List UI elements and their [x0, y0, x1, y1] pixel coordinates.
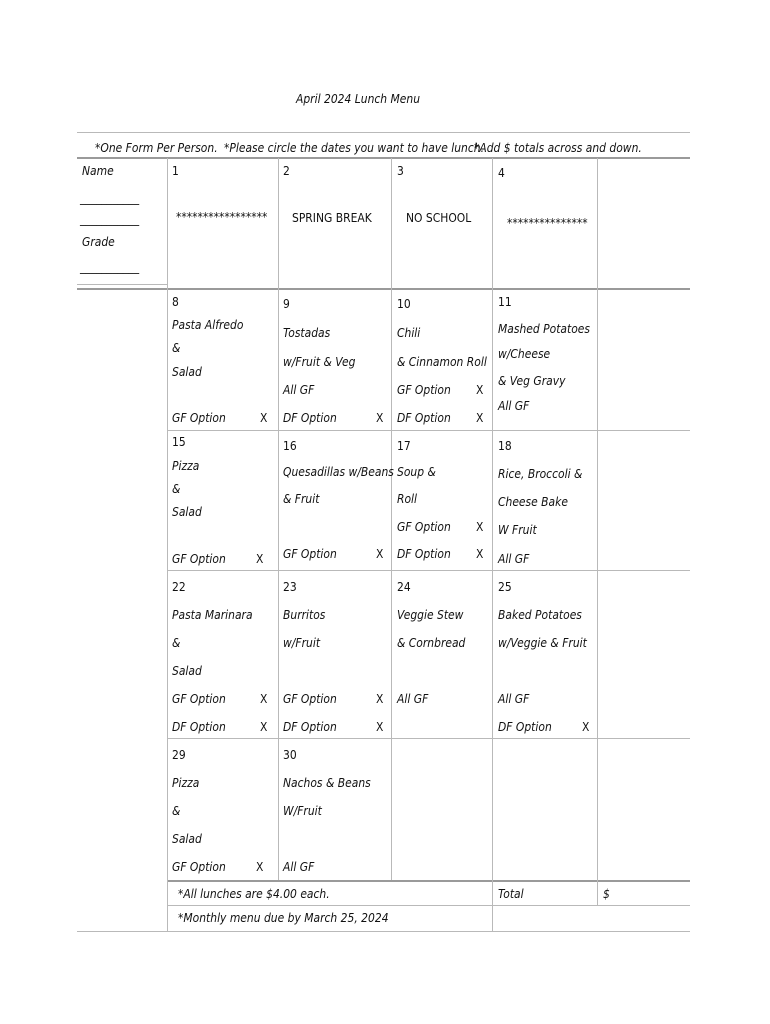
day22-df-option: DF Option: [172, 719, 226, 734]
day25-df-option: DF Option: [498, 719, 552, 734]
date-8[interactable]: 8: [172, 294, 179, 309]
day17-line-2: Roll: [397, 491, 418, 506]
day18-line-4: All GF: [498, 551, 530, 566]
day23-line-2: w/Fruit: [283, 635, 321, 650]
day8-line-2: &: [172, 340, 181, 355]
day15-line-2: &: [172, 481, 181, 496]
day25-df-mark[interactable]: X: [582, 719, 590, 734]
instruction-circle-dates: *Please circle the dates you want to have lunch.: [224, 140, 485, 155]
name-label: Name: [82, 163, 114, 178]
day24-line-1: Veggie Stew: [397, 607, 464, 622]
date-15[interactable]: 15: [172, 434, 186, 449]
date-2[interactable]: 2: [283, 163, 290, 178]
day18-line-3: W Fruit: [498, 522, 537, 537]
col-line-2: [278, 158, 279, 880]
day11-line-2: w/Cheese: [498, 346, 551, 361]
rule-week3: [167, 570, 690, 571]
day17-line-1: Soup &: [397, 464, 436, 479]
due-note: *Monthly menu due by March 25, 2024: [178, 910, 389, 925]
name-line-1[interactable]: ___________: [80, 190, 140, 205]
day1-stars: *****************: [176, 209, 268, 224]
day22-gf-option: GF Option: [172, 691, 226, 706]
day22-line-2: &: [172, 635, 181, 650]
day10-gf-option: GF Option: [397, 382, 451, 397]
rule-bottom: [77, 931, 690, 932]
day11-line-4: All GF: [498, 398, 530, 413]
day29-gf-mark[interactable]: X: [256, 859, 264, 874]
date-24[interactable]: 24: [397, 579, 411, 594]
date-16[interactable]: 16: [283, 438, 297, 453]
day9-df-mark[interactable]: X: [376, 410, 384, 425]
price-note: *All lunches are $4.00 each.: [178, 886, 330, 901]
day10-df-option: DF Option: [397, 410, 451, 425]
col-line-3: [391, 158, 392, 880]
day9-df-option: DF Option: [283, 410, 337, 425]
day17-gf-mark[interactable]: X: [476, 519, 484, 534]
date-25[interactable]: 25: [498, 579, 512, 594]
day25-line-3: All GF: [498, 691, 530, 706]
col-line-5: [597, 158, 598, 906]
total-amount-field[interactable]: $: [603, 886, 610, 901]
day18-line-1: Rice, Broccoli &: [498, 466, 583, 481]
day8-gf-mark[interactable]: X: [260, 410, 268, 425]
day9-line-3: All GF: [283, 382, 315, 397]
date-9[interactable]: 9: [283, 296, 290, 311]
day29-line-1: Pizza: [172, 775, 200, 790]
instruction-one-form: *One Form Per Person.: [95, 140, 218, 155]
day3-no-school: NO SCHOOL: [406, 210, 472, 225]
day18-line-2: Cheese Bake: [498, 494, 568, 509]
day30-line-1: Nachos & Beans: [283, 775, 371, 790]
day11-line-1: Mashed Potatoes: [498, 321, 591, 336]
rule-price: [167, 905, 690, 906]
grade-line[interactable]: ___________: [80, 259, 140, 274]
day8-line-3: Salad: [172, 364, 202, 379]
date-1[interactable]: 1: [172, 163, 179, 178]
day15-line-3: Salad: [172, 504, 202, 519]
day4-stars: ***************: [507, 215, 588, 230]
date-4[interactable]: 4: [498, 165, 505, 180]
day24-line-3: All GF: [397, 691, 429, 706]
day2-spring-break: SPRING BREAK: [292, 210, 372, 225]
day29-line-3: Salad: [172, 831, 202, 846]
day15-gf-option: GF Option: [172, 551, 226, 566]
date-22[interactable]: 22: [172, 579, 186, 594]
date-29[interactable]: 29: [172, 747, 186, 762]
grade-label: Grade: [82, 234, 115, 249]
rule-week5: [167, 880, 690, 882]
day9-line-2: w/Fruit & Veg: [283, 354, 356, 369]
day10-line-1: Chili: [397, 325, 421, 340]
date-17[interactable]: 17: [397, 438, 411, 453]
date-10[interactable]: 10: [397, 296, 411, 311]
day30-line-3: All GF: [283, 859, 315, 874]
day23-line-1: Burritos: [283, 607, 326, 622]
day10-line-2: & Cinnamon Roll: [397, 354, 487, 369]
date-30[interactable]: 30: [283, 747, 297, 762]
col-line-4: [492, 158, 493, 931]
day23-gf-mark[interactable]: X: [376, 691, 384, 706]
rule-week2: [167, 430, 690, 431]
day15-line-1: Pizza: [172, 458, 200, 473]
day17-df-option: DF Option: [397, 546, 451, 561]
page-title: April 2024 Lunch Menu: [296, 91, 421, 106]
day8-line-1: Pasta Alfredo: [172, 317, 244, 332]
instruction-add-totals: *Add $ totals across and down.: [474, 140, 642, 155]
day23-gf-option: GF Option: [283, 691, 337, 706]
day10-gf-mark[interactable]: X: [476, 382, 484, 397]
date-23[interactable]: 23: [283, 579, 297, 594]
name-line-2[interactable]: ___________: [80, 211, 140, 226]
day8-gf-option: GF Option: [172, 410, 226, 425]
day16-gf-option: GF Option: [283, 546, 337, 561]
rule-week4: [167, 738, 690, 739]
day29-line-2: &: [172, 803, 181, 818]
day16-line-2: & Fruit: [283, 491, 320, 506]
rule-week1: [77, 288, 690, 290]
day17-df-mark[interactable]: X: [476, 546, 484, 561]
day16-gf-mark[interactable]: X: [376, 546, 384, 561]
day25-line-1: Baked Potatoes: [498, 607, 582, 622]
day23-df-option: DF Option: [283, 719, 337, 734]
day23-df-mark[interactable]: X: [376, 719, 384, 734]
day24-line-2: & Cornbread: [397, 635, 466, 650]
day22-line-3: Salad: [172, 663, 202, 678]
rule-name-bottom: [77, 284, 167, 285]
date-18[interactable]: 18: [498, 438, 512, 453]
day11-line-3: & Veg Gravy: [498, 373, 566, 388]
date-3[interactable]: 3: [397, 163, 404, 178]
day22-gf-mark[interactable]: X: [260, 691, 268, 706]
day29-gf-option: GF Option: [172, 859, 226, 874]
day25-line-2: w/Veggie & Fruit: [498, 635, 587, 650]
day16-line-1: Quesadillas w/Beans: [283, 464, 394, 479]
day30-line-2: W/Fruit: [283, 803, 322, 818]
day15-gf-mark[interactable]: X: [256, 551, 264, 566]
day17-gf-option: GF Option: [397, 519, 451, 534]
rule-header: [77, 157, 690, 159]
col-line-1: [167, 158, 168, 931]
rule-top: [77, 132, 690, 133]
date-11[interactable]: 11: [498, 294, 512, 309]
day9-line-1: Tostadas: [283, 325, 331, 340]
day10-df-mark[interactable]: X: [476, 410, 484, 425]
day22-line-1: Pasta Marinara: [172, 607, 253, 622]
day22-df-mark[interactable]: X: [260, 719, 268, 734]
total-label: Total: [498, 886, 524, 901]
